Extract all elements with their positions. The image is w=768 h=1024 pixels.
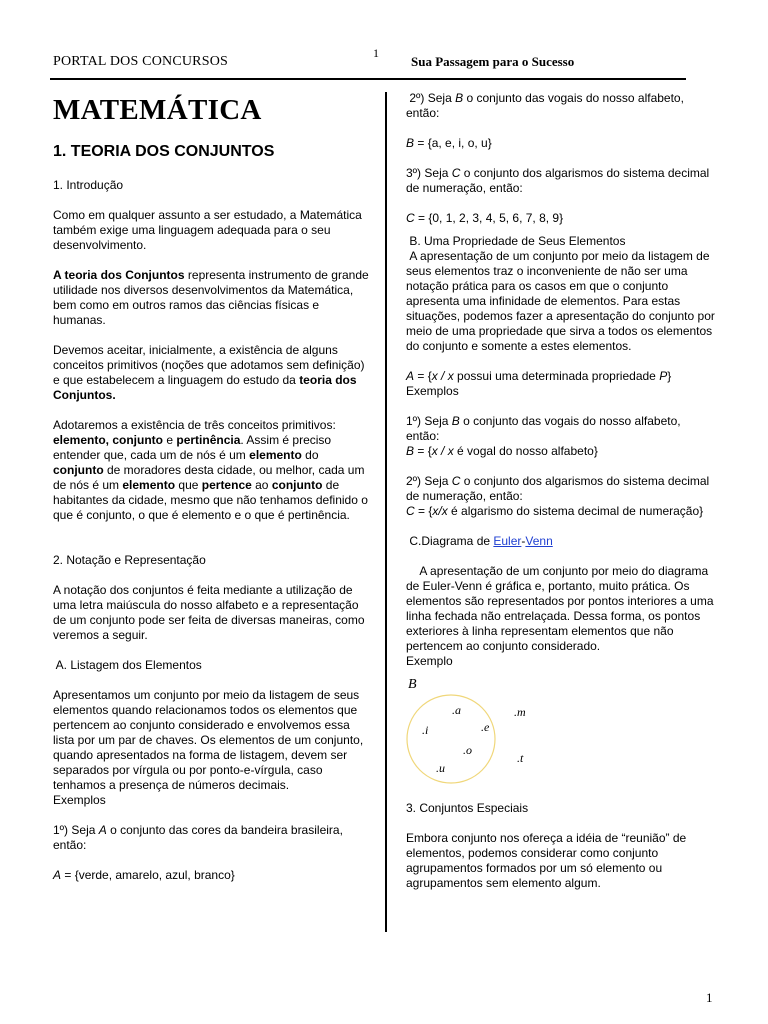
variable: C: [406, 504, 415, 518]
text-span: o conjunto das cores da bandeira brasileira, então:: [53, 823, 343, 852]
variable: B: [451, 414, 460, 428]
bold-phrase: elemento, conjunto: [53, 433, 164, 447]
text-span: é algarismo do sistema decimal de numeração}: [447, 504, 704, 518]
variable: x / x: [431, 444, 454, 458]
example-1: [53, 823, 371, 853]
example-label: Exemplo: [406, 654, 453, 668]
bold-phrase: pertinência: [176, 433, 241, 447]
property-paragraph: A apresentação de um conjunto por meio da listagem de seus elementos traz o inconveniente de não ser uma notação prática para os casos em que o conjunto apresenta uma infinidade de elementos. Para estas situações, podemos fazer a apresentação do conjunto por meio de uma propriedade que sirva a todos os elementos do conjunto e somente a estes elementos.: [406, 249, 719, 353]
text-span: de moradores desta cidade, ou melhor, cada um de nós é um: [53, 463, 365, 492]
text-span: o conjunto dos algarismos do sistema decimal de numeração, então:: [406, 474, 710, 503]
text-span: do: [301, 448, 319, 462]
notation-heading: 2. Notação e Representação: [53, 553, 206, 567]
venn-element: .i: [422, 723, 429, 737]
venn-element-outside: .t: [517, 751, 524, 765]
property-notation: [406, 369, 716, 384]
diagram-paragraph: A apresentação de um conjunto por meio do diagrama de Euler-Venn é gráfica e, portanto, muito prática. Os elementos são representados por pontos interiores a uma linha fechada não entrelaçada. Dessa forma, os pontos exteriores à linha representam elementos que não pertencem ao conjunto considerado.: [406, 564, 717, 653]
theory-paragraph: [53, 268, 371, 328]
text-span: o conjunto das vogais do nosso alfabeto, então:: [406, 414, 681, 443]
variable: B: [455, 91, 464, 105]
venn-element: .a: [452, 703, 461, 717]
examples-label: Exemplos: [406, 384, 459, 398]
venn-element-outside: .m: [514, 705, 526, 719]
footer-page-number: 1: [706, 990, 713, 1005]
variable: x/x: [432, 504, 448, 518]
venn-element: .u: [436, 761, 445, 775]
text-span: Adotaremos a existência de três conceitos primitivos:: [53, 418, 336, 432]
bold-phrase: elemento: [249, 448, 302, 462]
text-span: 1º) Seja: [406, 414, 452, 428]
left-column: [53, 91, 371, 883]
listing-heading: A. Listagem dos Elementos: [53, 658, 202, 672]
text-span: o conjunto dos algarismos do sistema decimal de numeração, então:: [406, 166, 710, 195]
venn-element: .e: [481, 720, 490, 734]
section-heading: 1. TEORIA DOS CONJUNTOS: [53, 143, 275, 160]
diagram-heading: [406, 534, 716, 549]
header-page-number: 1: [373, 46, 379, 60]
example-2: [406, 91, 716, 121]
primitive-concepts-paragraph: [53, 343, 371, 403]
text-span: 1º) Seja: [53, 823, 99, 837]
property-example-2: [406, 474, 716, 504]
venn-element: .o: [463, 743, 472, 757]
text-span: 2º) Seja: [406, 474, 452, 488]
venn-circle: [407, 695, 495, 783]
text-span: de habitantes da cidade, mesmo que não tenhamos definido o que é conjunto, o que é elemento e o que é pertinência.: [53, 478, 368, 522]
property-example-2-set: [406, 504, 716, 519]
notation-paragraph: A notação dos conjuntos é feita mediante a utilização de uma letra maiúscula do nosso alfabeto e a representação de um conjunto pode ser feita de diversas maneiras, como veremos a seguir.: [53, 583, 365, 642]
euler-link[interactable]: Euler: [493, 534, 522, 548]
property-example-1-set: [406, 444, 716, 459]
text-span: = {a, e, i, o, u}: [414, 136, 492, 150]
bold-phrase: teoria dos Conjuntos.: [53, 373, 357, 402]
right-column: [406, 91, 719, 891]
concepts-paragraph: [53, 418, 371, 523]
text-span: é vogal do nosso alfabeto}: [453, 444, 598, 458]
variable: B: [406, 136, 415, 150]
text-span: 3º) Seja: [406, 166, 452, 180]
variable: A: [53, 868, 62, 882]
venn-set-label: B: [408, 677, 417, 692]
text-span: }: [667, 369, 672, 383]
intro-paragraph: Como em qualquer assunto a ser estudado, a Matemática também exige uma linguagem adequada para o seu desenvolvimento.: [53, 208, 362, 252]
special-sets-paragraph: Embora conjunto nos ofereça a idéia de “reunião” de elementos, podemos considerar como conjunto agrupamentos formados por um só elemento ou agrupamentos sem elemento algum.: [406, 831, 687, 890]
header-divider: [50, 78, 686, 80]
property-example-1: [406, 414, 716, 444]
text-span: o conjunto das vogais do nosso alfabeto, então:: [406, 91, 688, 120]
variable: A: [406, 369, 415, 383]
header-site-name: PORTAL DOS CONCURSOS: [53, 54, 229, 69]
column-divider: [385, 92, 387, 932]
text-span: que: [175, 478, 202, 492]
example-1-set: [53, 868, 371, 883]
text-span: C.Diagrama de: [406, 534, 494, 548]
bold-phrase: conjunto: [271, 478, 323, 492]
text-span: 2º) Seja: [406, 91, 456, 105]
variable: x / x: [431, 369, 454, 383]
examples-label: Exemplos: [53, 793, 106, 807]
bold-phrase: A teoria dos Conjuntos: [53, 268, 185, 282]
text-span: possui uma determinada propriedade: [453, 369, 660, 383]
special-sets-heading: 3. Conjuntos Especiais: [406, 801, 529, 815]
text-span: . Assim é preciso entender que, cada um de nós é um: [53, 433, 332, 462]
example-2-set: [406, 136, 716, 151]
bold-phrase: conjunto: [53, 463, 104, 477]
property-heading: B. Uma Propriedade de Seus Elementos: [406, 234, 626, 248]
venn-diagram: [406, 675, 566, 789]
text-span: = {verde, amarelo, azul, branco}: [61, 868, 235, 882]
bold-phrase: pertence: [201, 478, 252, 492]
text-span: = {: [414, 369, 432, 383]
example-3-set: [406, 211, 716, 226]
text-span: = {: [414, 504, 433, 518]
variable: C: [451, 166, 461, 180]
example-3: [406, 166, 716, 196]
venn-link[interactable]: Venn: [525, 534, 553, 548]
text-span: ao: [251, 478, 272, 492]
text-span: = {0, 1, 2, 3, 4, 5, 6, 7, 8, 9}: [414, 211, 564, 225]
intro-heading: 1. Introdução: [53, 178, 124, 192]
variable: C: [451, 474, 461, 488]
variable: P: [659, 369, 668, 383]
variable: A: [98, 823, 107, 837]
page-title: MATEMÁTICA: [53, 94, 262, 126]
header-slogan: Sua Passagem para o Sucesso: [411, 54, 575, 69]
bold-phrase: elemento: [122, 478, 176, 492]
listing-paragraph: Apresentamos um conjunto por meio da listagem de seus elementos quando relacionamos todos os elementos que pertencem ao conjunto considerado e envolvemos essa lista por um par de chaves. Os elementos de um conjunto, quando apresentados na forma de listagem, devem ser separados por vírgula ou por ponto-e-vírgula, caso tenhamos a presença de números decimais.: [53, 688, 364, 792]
variable: B: [406, 444, 415, 458]
text-span: Devemos aceitar, inicialmente, a existência de alguns conceitos primitivos (noções que adotamos sem definição) e que estabelecem a linguagem do estudo da: [53, 343, 365, 387]
text-span: e: [163, 433, 177, 447]
text-span: -: [521, 534, 526, 548]
text-span: = {: [414, 444, 432, 458]
variable: C: [406, 211, 415, 225]
text-span: representa instrumento de grande utilidade nos diversos desenvolvimentos da Matemática, bem como em outros ramos das ciências físicas e humanas.: [53, 268, 369, 327]
